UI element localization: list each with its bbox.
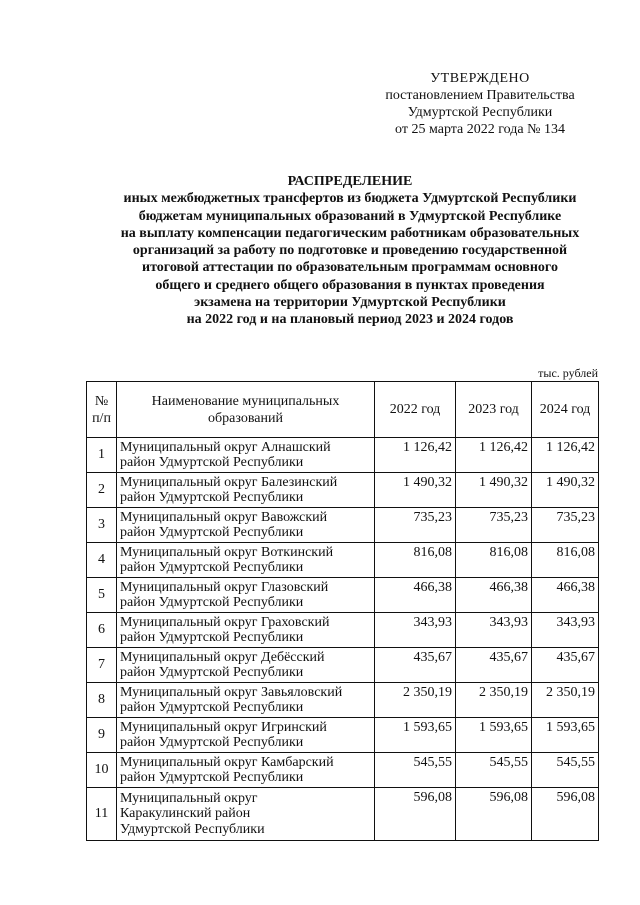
municipality-name	[117, 648, 375, 683]
units-label: тыс. рублей	[538, 366, 598, 380]
municipality-name-line: район Удмуртской Республики	[120, 595, 304, 610]
amount-2022: 343,93	[375, 613, 456, 648]
amount-2023: 2 350,19	[456, 683, 532, 718]
amount-2024: 343,93	[532, 613, 599, 648]
amount-2023: 545,55	[456, 753, 532, 788]
row-number: 6	[87, 613, 117, 648]
amount-2024: 545,55	[532, 753, 599, 788]
amount-2024: 1 490,32	[532, 473, 599, 508]
header-name-line: образований	[208, 410, 283, 426]
amount-2022: 466,38	[375, 578, 456, 613]
header-2024: 2024 год	[532, 382, 599, 438]
heading-line: итоговой аттестации по образовательным программам основного	[142, 260, 558, 276]
municipality-name-line: район Удмуртской Республики	[120, 490, 304, 505]
heading-line: на выплату компенсации педагогическим работникам образовательных	[120, 225, 580, 241]
header-num-line: №	[94, 393, 109, 409]
table-row	[87, 438, 599, 473]
heading-line: общего и среднего общего образования в пунктах проведения	[155, 277, 545, 293]
amount-2023: 343,93	[456, 613, 532, 648]
row-number: 1	[87, 438, 117, 473]
municipality-name-line: Муниципальный округ Балезинский	[120, 474, 338, 490]
municipality-name-line: район Удмуртской Республики	[120, 770, 304, 785]
row-number: 9	[87, 718, 117, 753]
amount-2022: 545,55	[375, 753, 456, 788]
header-num	[87, 382, 117, 438]
table-row	[87, 753, 599, 788]
municipality-name	[117, 508, 375, 543]
municipality-name-line: Муниципальный округ Граховский	[120, 614, 330, 630]
amount-2024: 466,38	[532, 578, 599, 613]
municipality-name-line: район Удмуртской Республики	[120, 630, 304, 645]
municipality-name	[117, 613, 375, 648]
document-heading	[60, 173, 640, 329]
municipality-name-line: район Удмуртской Республики	[120, 700, 304, 715]
municipality-name	[117, 438, 375, 473]
municipality-name-line: район Удмуртской Республики	[120, 525, 304, 540]
amount-2022: 1 126,42	[375, 438, 456, 473]
municipality-name	[117, 753, 375, 788]
header-2023: 2023 год	[456, 382, 532, 438]
table-row	[87, 788, 599, 841]
amount-2023: 466,38	[456, 578, 532, 613]
row-number: 2	[87, 473, 117, 508]
municipality-name-line: Муниципальный округ Глазовский	[120, 579, 329, 595]
table-row	[87, 718, 599, 753]
approved-line-2: Удмуртской Республики	[407, 105, 553, 120]
header-name	[117, 382, 375, 438]
municipality-name-line: Муниципальный округ	[120, 790, 258, 806]
table-row	[87, 578, 599, 613]
municipality-name	[117, 543, 375, 578]
municipality-name	[117, 578, 375, 613]
amount-2023: 1 126,42	[456, 438, 532, 473]
municipality-name-line: Муниципальный округ Алнашский	[120, 439, 331, 455]
amount-2022: 816,08	[375, 543, 456, 578]
amount-2023: 816,08	[456, 543, 532, 578]
municipality-name-line: Муниципальный округ Дебёсский	[120, 649, 325, 665]
row-number: 3	[87, 508, 117, 543]
row-number: 5	[87, 578, 117, 613]
row-number: 10	[87, 753, 117, 788]
municipality-name-line: район Удмуртской Республики	[120, 665, 304, 680]
municipality-name	[117, 473, 375, 508]
row-number: 8	[87, 683, 117, 718]
header-name-line: Наименование муниципальных	[151, 393, 340, 409]
table-row	[87, 648, 599, 683]
amount-2024: 735,23	[532, 508, 599, 543]
approved-title: УТВЕРЖДЕНО	[430, 71, 530, 86]
header-num-line: п/п	[92, 410, 111, 426]
table-row	[87, 473, 599, 508]
amount-2024: 2 350,19	[532, 683, 599, 718]
amount-2023: 1 593,65	[456, 718, 532, 753]
municipality-name-line: Муниципальный округ Воткинский	[120, 544, 334, 560]
row-number: 4	[87, 543, 117, 578]
header-2022: 2022 год	[375, 382, 456, 438]
document-title: РАСПРЕДЕЛЕНИЕ	[287, 174, 413, 189]
heading-line: экзамена на территории Удмуртской Республики	[194, 295, 506, 311]
municipality-name	[117, 788, 375, 841]
heading-line: организаций за работу по подготовке и проведению государственной	[132, 243, 568, 259]
approved-line-1: постановлением Правительства	[385, 88, 575, 103]
municipality-name-line: Муниципальный округ Камбарский	[120, 754, 334, 770]
municipality-name	[117, 718, 375, 753]
approval-stamp	[360, 70, 600, 138]
amount-2024: 596,08	[532, 788, 599, 841]
amount-2024: 435,67	[532, 648, 599, 683]
amount-2022: 1 490,32	[375, 473, 456, 508]
amount-2022: 435,67	[375, 648, 456, 683]
amount-2022: 1 593,65	[375, 718, 456, 753]
row-number: 7	[87, 648, 117, 683]
heading-line: иных межбюджетных трансфертов из бюджета Удмуртской Республики	[123, 191, 577, 207]
table-row	[87, 613, 599, 648]
heading-line: бюджетам муниципальных образований в Удмуртской Республике	[138, 208, 562, 224]
table-header-row	[87, 382, 599, 438]
amount-2023: 596,08	[456, 788, 532, 841]
municipality-name-line: район Удмуртской Республики	[120, 455, 304, 470]
approved-line-3: от 25 марта 2022 года № 134	[395, 122, 565, 137]
municipality-name	[117, 683, 375, 718]
municipality-name-line: район Удмуртской Республики	[120, 560, 304, 575]
table-row	[87, 683, 599, 718]
amount-2023: 435,67	[456, 648, 532, 683]
table-body	[87, 438, 599, 841]
municipality-name-line: Каракулинский район	[120, 806, 251, 822]
table-row	[87, 508, 599, 543]
amount-2022: 596,08	[375, 788, 456, 841]
municipality-name-line: Удмуртской Республики	[120, 821, 265, 837]
distribution-table	[86, 381, 599, 841]
heading-line: на 2022 год и на плановый период 2023 и 2024 годов	[186, 312, 514, 328]
amount-2022: 2 350,19	[375, 683, 456, 718]
municipality-name-line: район Удмуртской Республики	[120, 735, 304, 750]
amount-2023: 1 490,32	[456, 473, 532, 508]
municipality-name-line: Муниципальный округ Вавожский	[120, 509, 328, 525]
amount-2022: 735,23	[375, 508, 456, 543]
amount-2024: 1 126,42	[532, 438, 599, 473]
amount-2024: 816,08	[532, 543, 599, 578]
amount-2023: 735,23	[456, 508, 532, 543]
municipality-name-line: Муниципальный округ Игринский	[120, 719, 327, 735]
municipality-name-line: Муниципальный округ Завьяловский	[120, 684, 343, 700]
amount-2024: 1 593,65	[532, 718, 599, 753]
table-row	[87, 543, 599, 578]
row-number: 11	[87, 788, 117, 841]
